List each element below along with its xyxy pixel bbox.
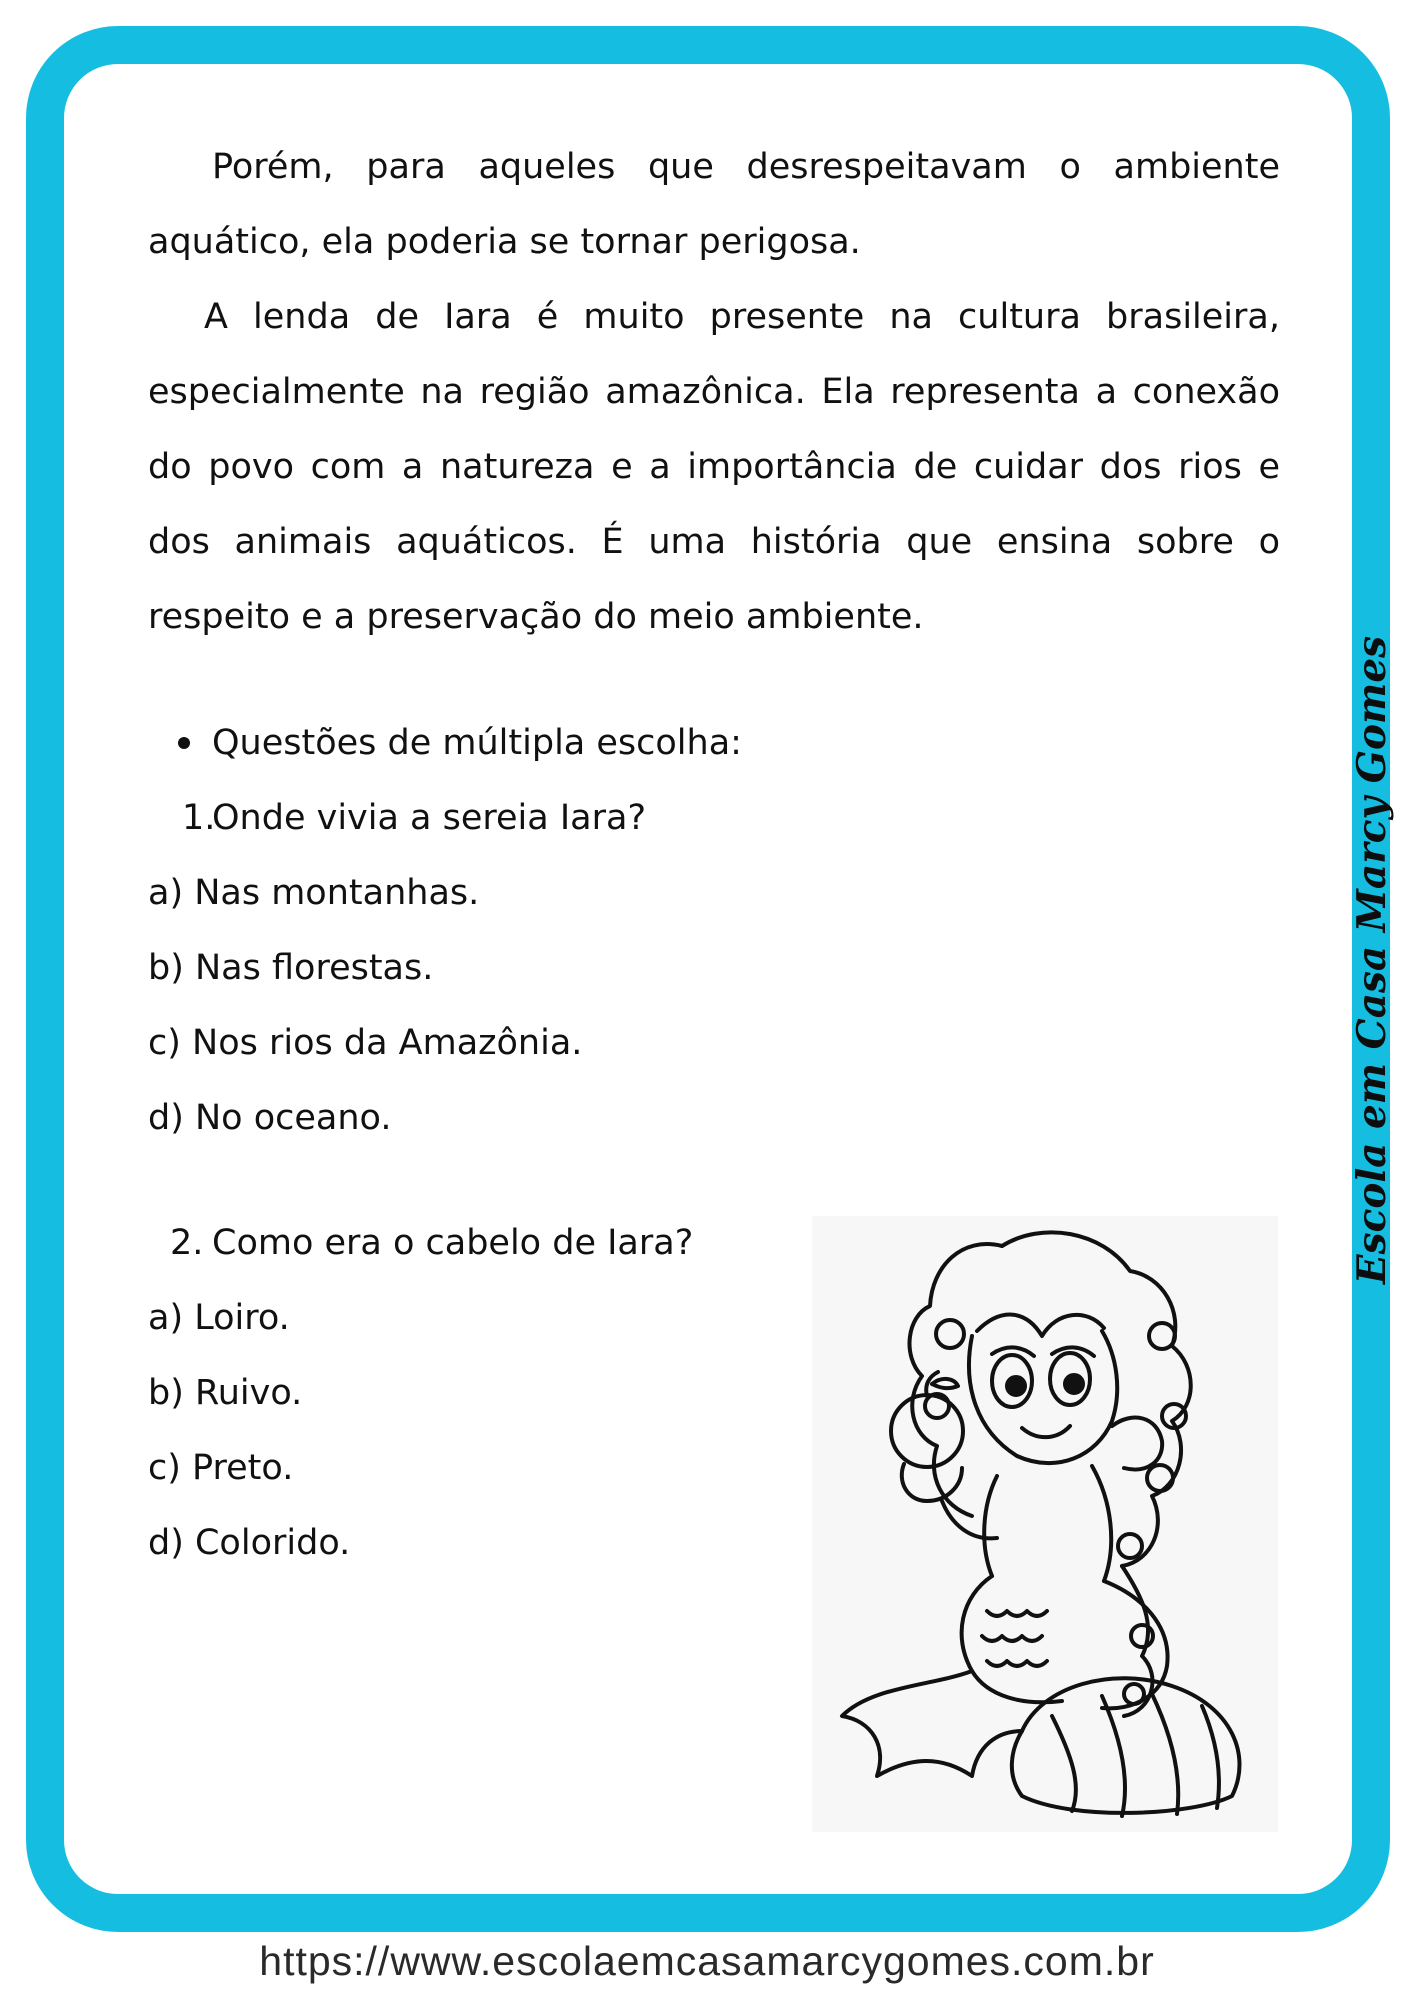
question-1-number: 1.: [182, 798, 216, 838]
bullet-icon: [178, 737, 190, 749]
question-2-option-c: c) Preto.: [148, 1448, 294, 1488]
mermaid-illustration: [812, 1216, 1278, 1832]
question-2-option-d: d) Colorido.: [148, 1523, 351, 1563]
question-1-option-d: d) No oceano.: [148, 1098, 392, 1138]
question-2-option-b: b) Ruivo.: [148, 1373, 303, 1413]
question-2-number: 2.: [170, 1223, 204, 1263]
question-1-text: Onde vivia a sereia Iara?: [212, 798, 647, 838]
question-2-option-a: a) Loiro.: [148, 1298, 290, 1338]
question-1-option-a: a) Nas montanhas.: [148, 873, 480, 913]
section-title: Questões de múltipla escolha:: [212, 723, 742, 763]
paragraph-2: A lenda de Iara é muito presente na cultura brasileira, especialmente na região amazônica. Ela representa a conexão do povo com a natureza e a importância de cuidar dos rios e dos animais aquáticos. É uma história que ensina sobre o respeito e a preservação do meio ambiente.: [148, 297, 1280, 637]
side-brand-text: Escola em Casa Marcy Gomes: [1349, 635, 1395, 1285]
footer-url[interactable]: https://www.escolaemcasamarcygomes.com.br: [259, 1938, 1155, 1984]
paragraph-1: Porém, para aqueles que desrespeitavam o ambiente aquático, ela poderia se tornar perigosa.: [148, 147, 1280, 262]
question-2-text: Como era o cabelo de Iara?: [212, 1223, 694, 1263]
question-1-option-c: c) Nos rios da Amazônia.: [148, 1023, 583, 1063]
question-1-option-b: b) Nas florestas.: [148, 948, 434, 988]
